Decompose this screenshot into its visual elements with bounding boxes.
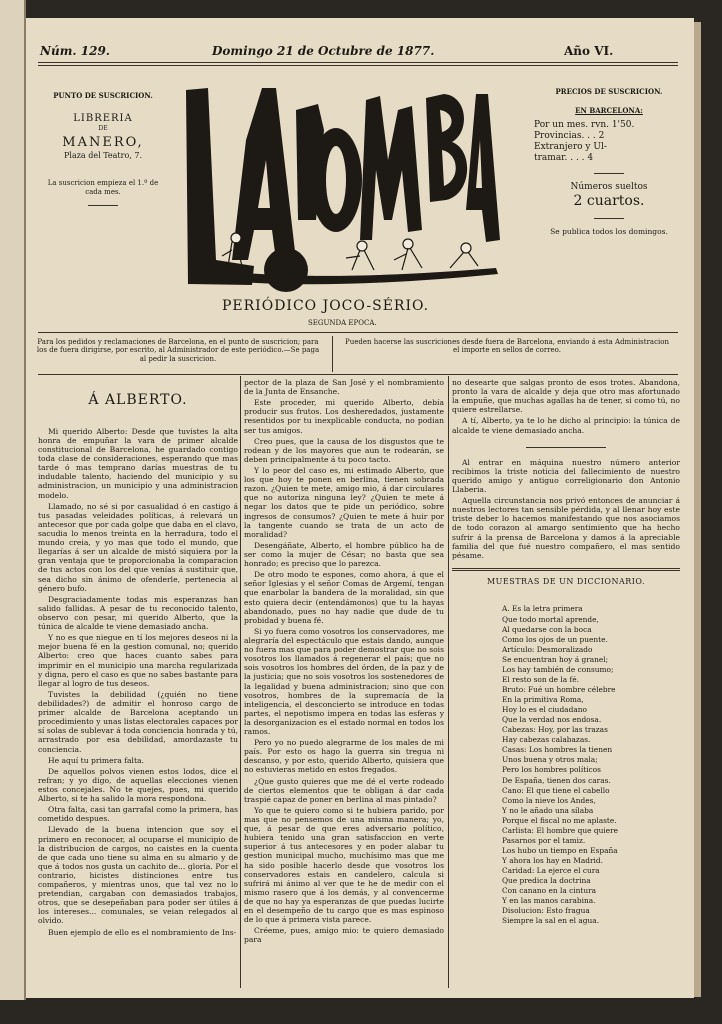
divider: [452, 568, 680, 569]
verse-line: Casas: Los hombres la tienen: [502, 745, 613, 755]
article-paragraph: De otro modo te espones, como ahora, á que el señor Iglesias y el señor Comas de Argemí, tengan que enarbolar la bandera de la moralidad, sin que esto quiera decir (entendámonos) que tu la hayas abandonado, pues no hay nadie que dude de tu probidad y buena fé.: [244, 570, 444, 625]
dictionary-title: MUESTRAS DE UN DICCIONARIO.: [486, 576, 646, 586]
notice-rule-top: [38, 332, 678, 333]
newspaper-page: [26, 18, 694, 998]
article-paragraph: Desengáñate, Alberto, el hombre público ha de ser como la mujer de César; no basta que sea honrado; es preciso que lo parezca.: [244, 540, 444, 569]
verse-line: Disolucion: Esto fragua: [502, 906, 590, 916]
verse-line: Que predica la doctrina: [502, 876, 591, 886]
divider: [88, 205, 118, 206]
column-rule: [240, 376, 241, 988]
price-provinces: Provincias. . . 2: [534, 130, 605, 141]
price-month: Por un mes. rvn. 1'50.: [534, 119, 635, 130]
bookshop-label: LIBRERIA: [73, 112, 133, 124]
notice-left: Para los pedidos y reclamaciones de Barcelona, en el punto de suscricion; para los de fuera dirigirse, por escrito, al Administrador de este periódico.—Se paga al pedir la suscricion.: [36, 338, 320, 363]
article-paragraph: Otra falta, casi tan garrafal como la primera, has cometido despues.: [38, 805, 238, 824]
price-abroad: Extranjero y Ul-: [534, 142, 607, 152]
verse-line: Bruto: Fué un hombre célebre: [502, 684, 616, 694]
verse-line: Y no le añado una sílaba: [502, 805, 594, 815]
bookshop-address: Plaza del Teatro, 7.: [64, 151, 142, 160]
barcelona-label: EN BARCELONA:: [575, 105, 643, 115]
subscription-point-title: PUNTO DE SUSCRICION.: [53, 91, 153, 100]
divider: [594, 218, 624, 219]
prices-title: PRECIOS DE SUSCRICION.: [555, 87, 663, 96]
verse-line: Que todo mortal aprende,: [502, 614, 599, 624]
bookshop-name: MANERO,: [62, 134, 144, 150]
verse-line: Porque el fiscal no me aplaste.: [502, 815, 617, 825]
publication-schedule: Se publica todos los domingos.: [550, 227, 668, 237]
subscription-prices-box: [534, 88, 684, 237]
periodical-subtitle: PERIÓDICO JOCO-SÉRIO.: [222, 298, 430, 314]
obituary-paragraph: Al entrar en máquina nuestro número anterior recibimos la triste noticia del fallecimiento de nuestro querido amigo y antiguo correligionario don Antonio Llaberia.: [452, 457, 680, 494]
issue-date: Domingo 21 de Octubre de 1877.: [212, 44, 435, 58]
verse-line: Y ahora los hay en Madrid.: [502, 856, 603, 866]
issue-year: Año VI.: [564, 44, 614, 58]
article-paragraph: De aquellos polvos vienen estos lodos, dice el refran; y yo digo, de aquellas elecciones vienen estos concejales. No te quejes, pues, mi querido Alberto, si te ha salido la mora respondona.: [38, 766, 238, 804]
article-title: Á ALBERTO.: [88, 392, 188, 408]
article-paragraph: Creo pues, que la causa de los disgustos que te rodean y de los mayores que aun te rodearán, se deben principalmente á tu poco tacto.: [244, 436, 444, 464]
la-bomba-logo: [176, 70, 506, 300]
verse-line: Al quedarse con la boca: [502, 624, 592, 634]
article-paragraph: Y no es que niegue en tí los mejores deseos ni la mejor buena fé en la gestion comunal, no; querido Alberto: creo que haces cuanto sabes para imprimir en el municipio una marcha regularizada y digna, pero el caso es que no sabes bastante para llegar al logro de tus deseos.: [38, 633, 238, 688]
verse-line: Se encuentran hoy á granel;: [502, 654, 609, 664]
verse-line: Con canano en la cintura: [502, 886, 597, 896]
left-page-strip: [0, 0, 26, 1000]
obituary-paragraph: Aquella circunstancia nos privó entonces de anunciar á nuestros lectores tan sensible pérdida, y al llenar hoy este triste deber lo hacemos manifestando que nos asociamos de todo corazon al amargo sentimiento que ha hecho sufrir á la prensa de Barcelona y damos á la apreciable familia del que fué nuestro compañero, el mas sentido pésame.: [452, 496, 680, 560]
article-paragraph: Y lo peor del caso es, mi estimado Alberto, que los que hoy te ponen en berlina, tienen sobrada razon. ¿Quien te mete, amigo mio, á dar circulares que no autoriza ninguna ley? ¿Quien te mete á negar los datos que te pide un periódico, sobre ingresos de consumos? ¿Quien te mete á huir por la tangente cuando se trata de un acto de moralidad?: [244, 465, 444, 539]
verse-line: Hay cabezas calabazas.: [502, 735, 591, 745]
dictionary-section: [452, 577, 680, 927]
issue-number: Núm. 129.: [40, 44, 110, 58]
article-paragraph: Mi querido Alberto: Desde que tuvistes la alta honra de empuñar la vara de primer alcalde constitucional de Barcelona, he guardado contigo toda clase de consideraciones, esperando que mas tarde ó mas temprano darías muestras de tu indudable talento, haciendo del municipio y su administracion, un municipio y una administracion modelo.: [38, 426, 238, 500]
de-label: DE: [98, 125, 108, 133]
article-paragraph: no desearte que salgas pronto de esos trotes. Abandona, pronto la vara de alcalde y deja que otro mas afortunado la empuñe, que muchas agallas ha de tener, si como tú, no quiere estrellarse.: [452, 378, 680, 415]
article-paragraph: pector de la plaza de San José y el nombramiento de la Junta de Ensanche.: [244, 378, 444, 397]
divider: [526, 447, 606, 448]
logo-letters: [186, 88, 500, 292]
verse-line: Carlista: El hombre que quiere: [502, 825, 618, 835]
verse-line: El resto son de la fé.: [502, 674, 579, 684]
article-paragraph: Tuvistes la debilidad (¿quién no tiene debilidades?) de admitir el honroso cargo de primer alcalde de Barcelona aceptando un procedimiento y unas listas electorales capaces por sí solas de sublevar á toda conciencia honrada y tú, arrastrado por esa debilidad, amordazaste tu conciencia.: [38, 689, 238, 754]
header-rule: [38, 62, 678, 63]
single-issues-label: Números sueltos: [570, 181, 648, 192]
article-paragraph: Llevado de la buena intencion que soy el primero en reconocer, al ocuparse el municipio de la distribucion de cargos, no caistes en la cuenta de que cada uno tiene su alma en su almario y de que á todos nos gusta un cachito de... gloria. Por el contrario, hicistes distinciones entre tus compañeros, y mientras unos, que tal vez no lo pretendian, cargaban con demasiados trabajos, otros, que se desepeñaban para poder ser útiles á los intereses... comunales, se veian relegados al olvido.: [38, 825, 238, 926]
notice-rule-bottom: [38, 374, 678, 375]
divider: [594, 173, 624, 174]
verse-line: De España, tienen dos caras.: [502, 775, 611, 785]
periodical-epoch: SEGUNDA EPOCA.: [308, 319, 377, 327]
verse-line: Como los ojos de un puente.: [502, 634, 608, 644]
verse-line: A. Es la letra primera: [502, 604, 583, 614]
logo-figures: [222, 233, 478, 270]
article-paragraph: Desgraciadamente todas mis esperanzas han salido fallidas. A pesar de tu reconocido talento, observo con pesar, mi querido Alberto, que la túnica de alcalde te viene demasiado ancha.: [38, 594, 238, 632]
article-paragraph: Yo que te quiero como si te hubiera parido, por mas que no pensemos de una misma manera; yo, que, á pesar de que eres adversario político, hubiera tenido una gran satisfaccion en verte superior á tus antecesores y en poder alabar tu gestion municipal mucho, muchísimo mas que me ha sido posible hacerlo desde que vosotros los conservadores estais en candelero, calcula si sufrirá mi ánimo al ver que te he de medir con el mismo rasero que á los demás, y al convencerme de que no hay ya esperanzas de que puedas lucirte en el desempeño de tu cargo que es mas espinoso de lo que á primera vista parece.: [244, 805, 444, 925]
verse-line: Unos buena y otros mala;: [502, 755, 598, 765]
verse-line: En la primitiva Roma,: [502, 695, 584, 705]
verse-line: Pasarnos por el tamiz.: [502, 835, 586, 845]
article-paragraph: Este proceder, mi querido Alberto, debía producir sus frutos. Los desheredados, justamente resentidos por tu inexplicable conducta, no podian ser tus amigos.: [244, 398, 444, 435]
verse-line: Siempre la sal en el agua.: [502, 916, 600, 926]
verse-line: Hoy lo es el ciudadano: [502, 705, 587, 715]
article-paragraph: Pero yo no puedo alegrarme de los males de mi país. Por esto os hago la guerra sin tregua ni descanso, y por esto, querido Alberto, quisiera que no estuvieras metido en estos fregados.: [244, 738, 444, 775]
article-paragraph: A tí, Alberto, ya te lo he dicho al principio: la túnica de alcalde te viene demasiado ancha.: [452, 416, 680, 435]
subscription-point-box: [40, 92, 166, 214]
notice-divider: [332, 336, 333, 372]
article-column-2: [244, 378, 444, 988]
column-rule: [448, 376, 449, 988]
article-paragraph: Llamado, no sé si por casualidad ó en castigo á tus pasadas veleidades políticas, á relevará un antecesor que por cada golpe que daba en el clavo, sacudia lo menos treinta en la herradura, todo el mundo creia, y yo mas que todo el mundo, que llegarías á ser un alcalde de mistó siquiera por la gran ventaja que te proporcionaba la comparacion de tus actos con los del que venías á sustituir que, sea dicho sin ánimo de ofenderle, pertenecia al género bufo.: [38, 501, 238, 593]
verse-line: Cabezas: Hoy, por las trazas: [502, 725, 608, 735]
article-paragraph: Créeme, pues, amigo mio: te quiero demasiado para: [244, 926, 444, 945]
verse-line: Los hubo un tiempo en España: [502, 845, 618, 855]
price-overseas: tramar. . . . 4: [534, 153, 594, 164]
divider: [452, 570, 680, 571]
subscription-start: La suscricion empieza el 1.º de cada mes.: [47, 179, 159, 196]
verse-line: Caridad: La ejerce el cura: [502, 866, 600, 876]
verse-line: Como la nieve los Andes,: [502, 795, 596, 805]
verse-line: Artículo: Desmoralizado: [502, 644, 593, 654]
article-paragraph: He aquí tu primera falta.: [48, 755, 144, 765]
article-paragraph: Si yo fuera como vosotros los conservadores, me alegraría del espectáculo que estais dando, aunque no fuera mas que para poder demostrar que no sois vosotros los llamados á regenerar el país; que no sois vosotros los hombres del órden, de la paz y de la justicia; que no sois vosotros los sostenedores de la legalidad y buena administracion; sino que con vosotros, hombres de la supremacía de la inteligencia, el desconcierto se introduce en todas partes, el nepotismo impera en todas las esferas y la desorganizacion es el estado normal en todos los ramos.: [244, 626, 444, 737]
verse-line: Pero los hombres políticos: [502, 765, 601, 775]
article-paragraph: Buen ejemplo de ello es el nombramiento de Ins-: [48, 927, 237, 937]
notice-right: Pueden hacerse las suscriciones desde fuera de Barcelona, enviando á esta Administracion el importe en sellos de correo.: [344, 338, 669, 355]
single-issue-price: 2 cuartos.: [573, 192, 645, 209]
verse-line: Que la verdad nos endosa.: [502, 715, 602, 725]
article-paragraph: ¿Que gusto quieres que me dé el verte rodeado de ciertos elementos que te obligan á dar cada traspié capaz de poner en berlina al mas pintado?: [244, 776, 444, 804]
article-column-3: [452, 378, 680, 926]
verse-line: Y en las manos carabina.: [502, 896, 596, 906]
verse-line: Cano: El que tiene el cabello: [502, 785, 610, 795]
header-rule-2: [38, 65, 678, 66]
article-column-1: [38, 378, 238, 988]
verse-line: Los hay también de consumo;: [502, 664, 614, 674]
